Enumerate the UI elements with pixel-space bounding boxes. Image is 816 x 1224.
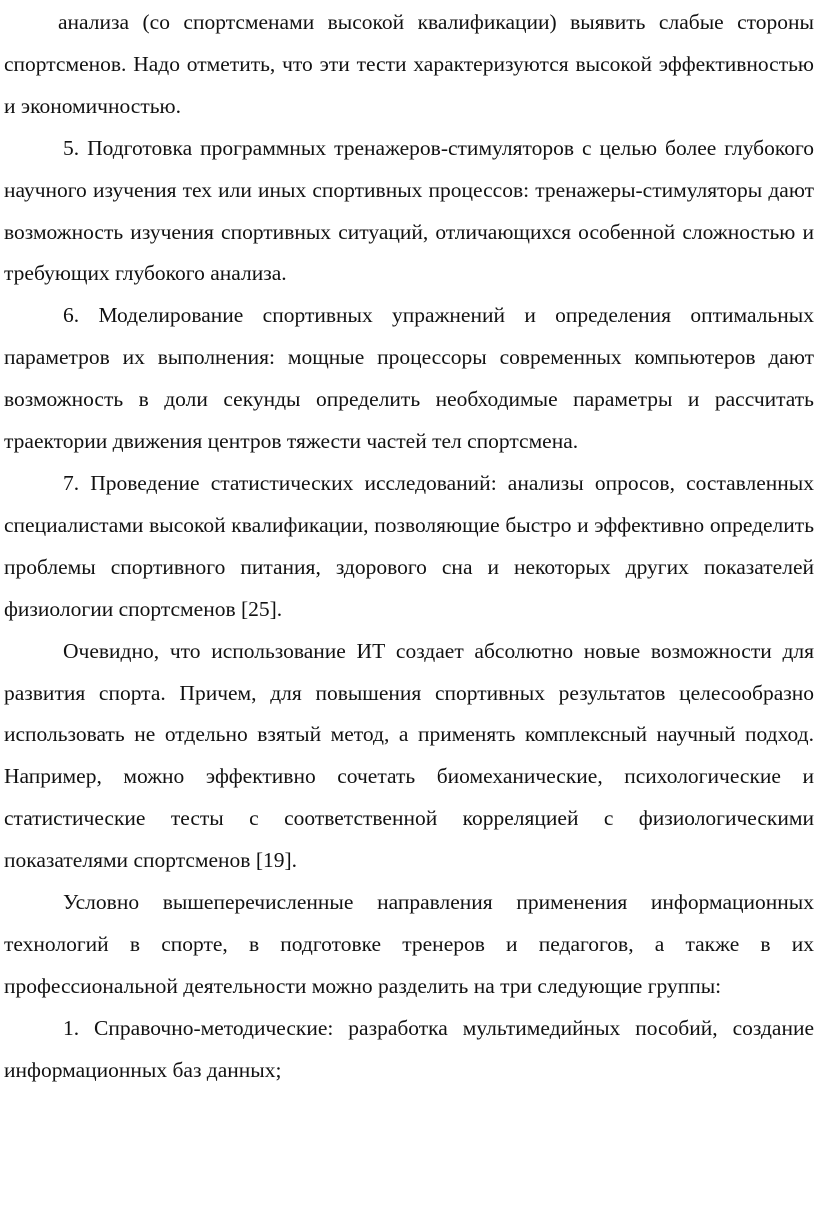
paragraph-continued-analysis: анализа (со спортсменами высокой квалификации) выявить слабые стороны спортсменов. Надо отметить, что эти тести характеризуются высокой эффективностью и экономичностью.	[4, 10, 814, 118]
paragraph-item-6-modeling: 6. Моделирование спортивных упражнений и определения оптимальных параметров их выполнения: мощные процессоры современных компьютеров дают возможность в доли секунды определить необходимые параметры и рассчитать траектории движения центров тяжести частей тел спортсмена.	[4, 303, 814, 454]
paragraph-item-7-statistics: 7. Проведение статистических исследований: анализы опросов, составленных специалистами высокой квалификации, позволяющие быстро и эффективно определить проблемы спортивного питания, здорового сна и некоторых других показателей физиологии спортсменов [25].	[4, 470, 814, 621]
paragraph-group-1-reference: 1. Справочно-методические: разработка мультимедийных пособий, создание информационных баз данных;	[4, 1015, 814, 1082]
paragraph-item-5-simulators: 5. Подготовка программных тренажеров-стимуляторов с целью более глубокого научного изучения тех или иных спортивных процессов: тренажеры-стимуляторы дают возможность изучения спортивных ситуаций, отличающихся особенной сложностью и требующих глубокого анализа.	[4, 135, 814, 286]
paragraph-three-groups: Условно вышеперечисленные направления применения информационных технологий в спорте, в подготовке тренеров и педагогов, а также в их профессиональной деятельности можно разделить на три следующие группы:	[4, 890, 814, 998]
paragraph-it-opportunities: Очевидно, что использование ИТ создает абсолютно новые возможности для развития спорта. Причем, для повышения спортивных результатов целесообразно использовать не отдельно взятый метод, а применять комплексный научный подход. Например, можно эффективно сочетать биомеханические, психологические и статистические тесты с соответственной корреляцией с физиологическими показателями спортсменов [19].	[4, 638, 814, 873]
